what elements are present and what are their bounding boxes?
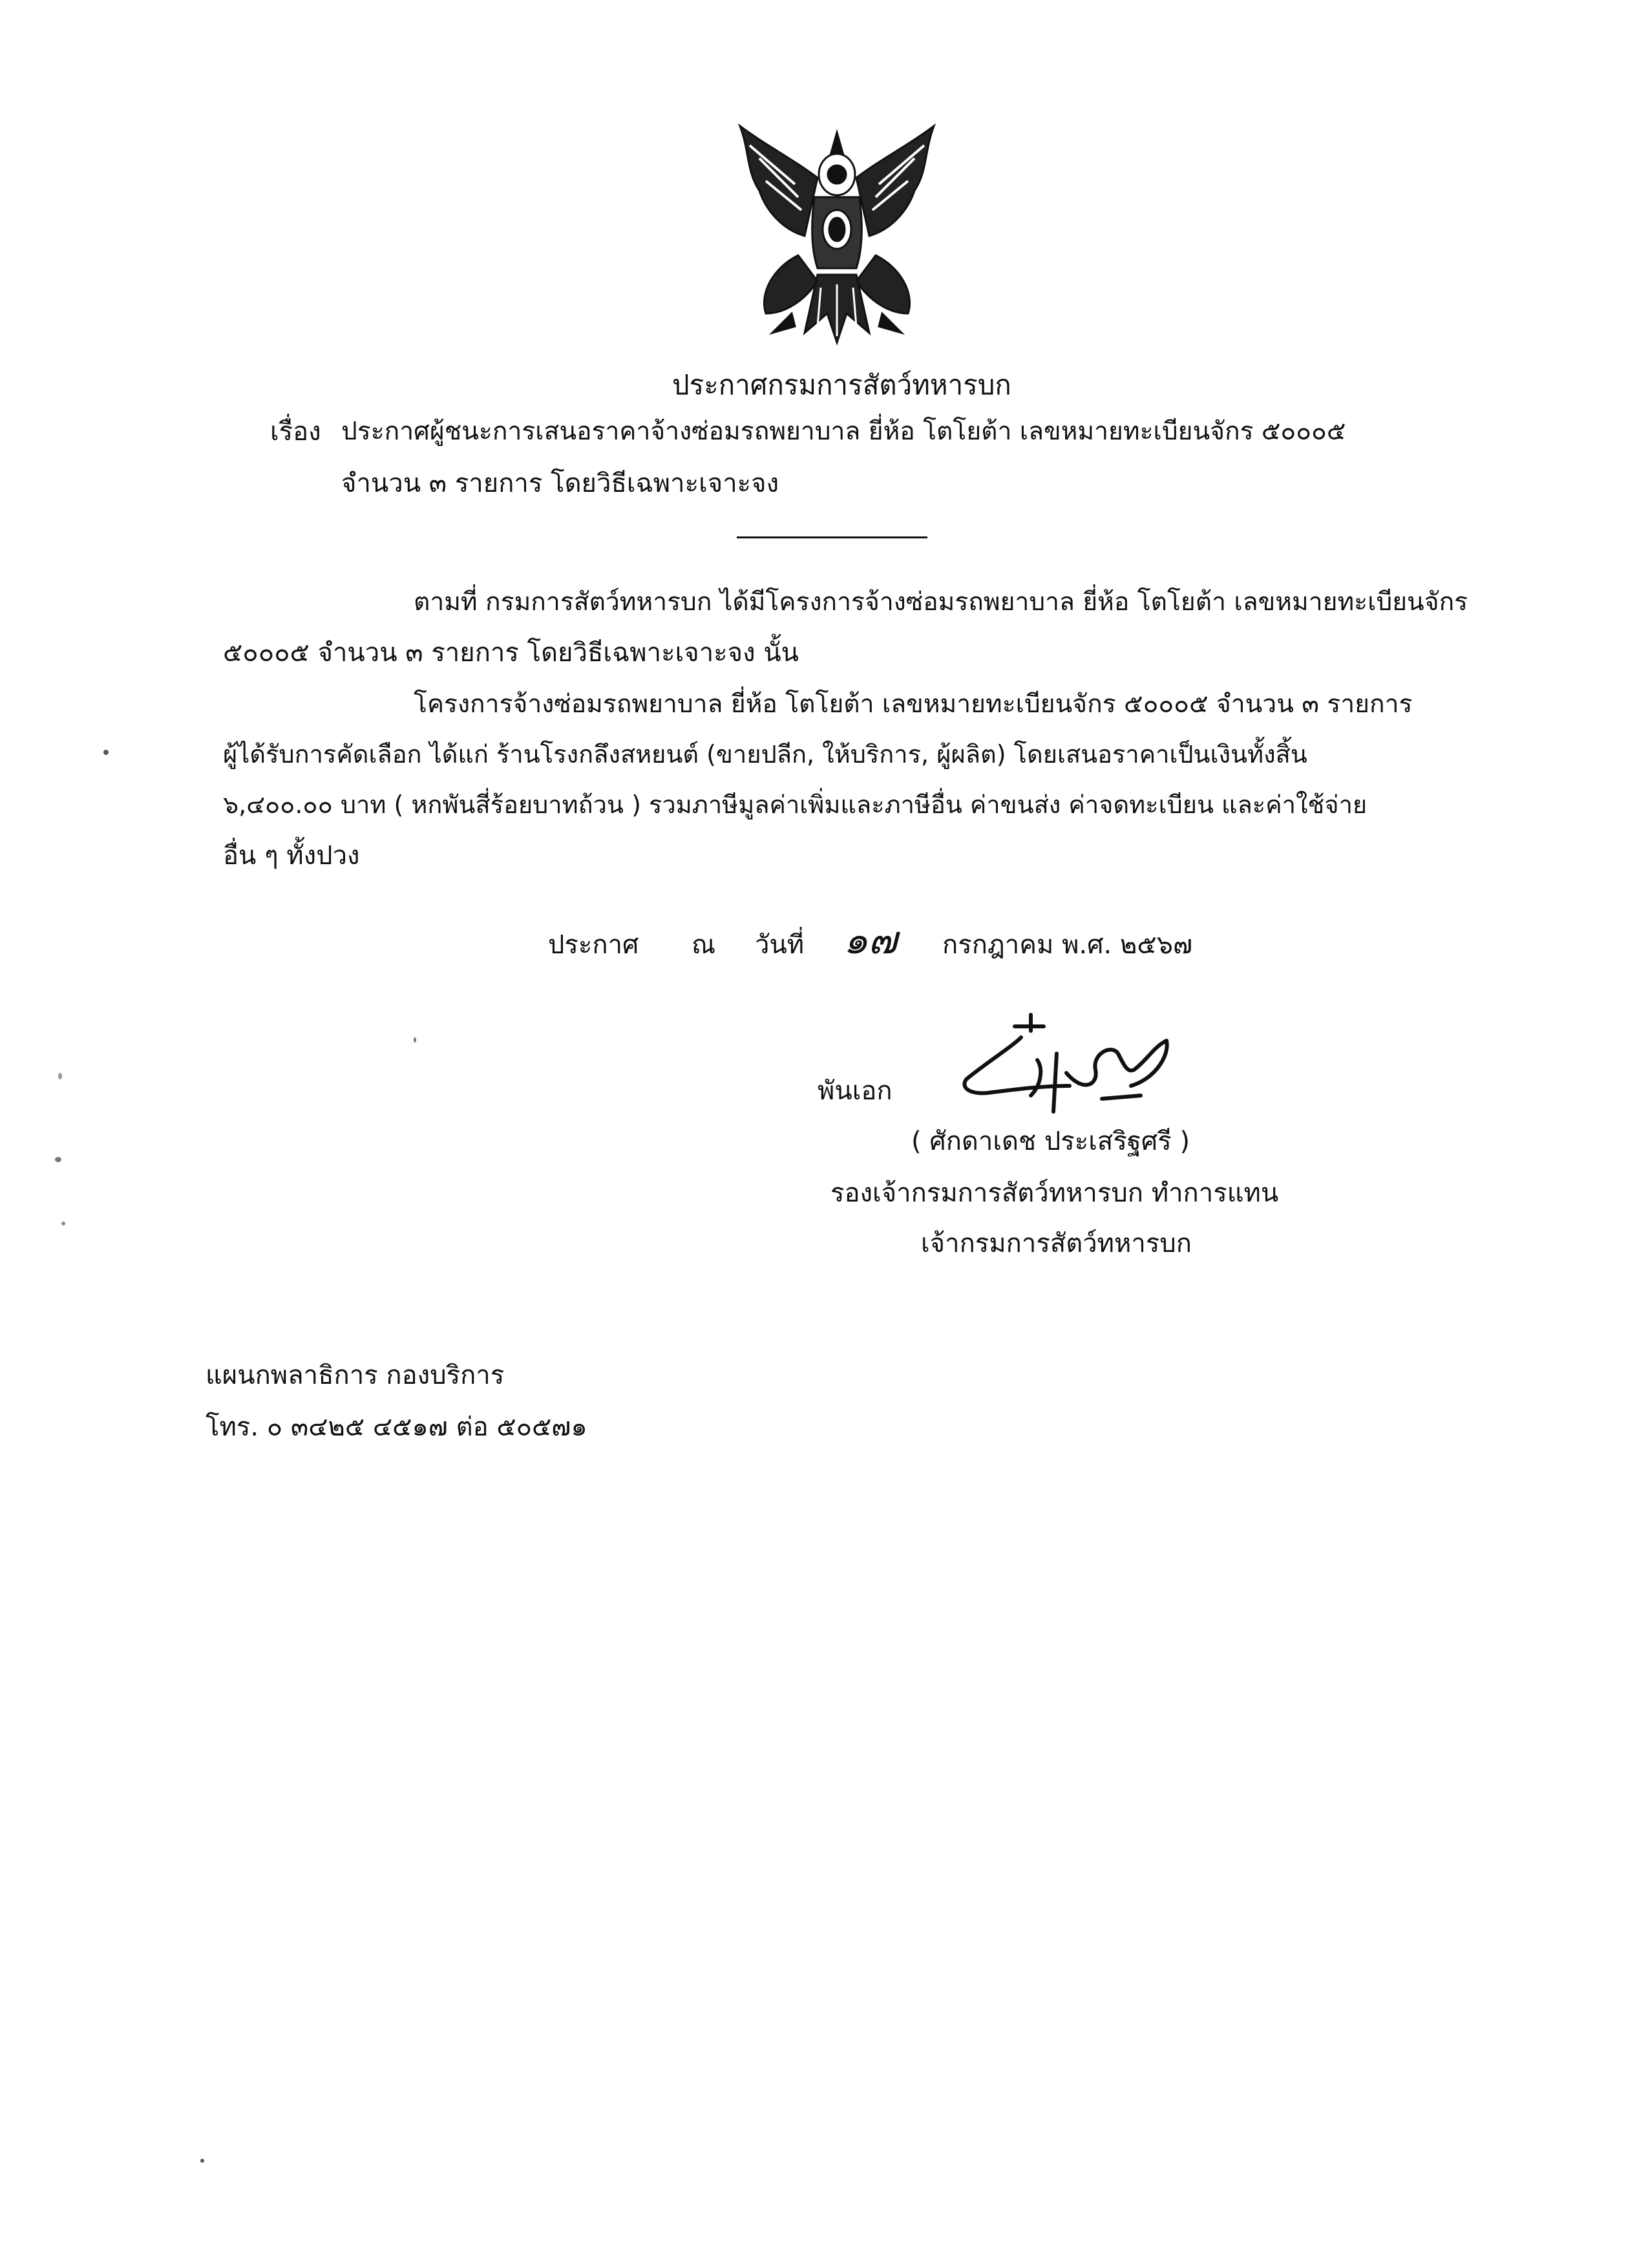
handwritten-day: ๑๗	[843, 918, 898, 963]
handwritten-signature	[947, 1008, 1186, 1131]
garuda-emblem-icon	[721, 120, 953, 352]
scan-speck	[103, 750, 109, 755]
announce-label: ประกาศ	[548, 930, 639, 960]
subject-line-2: จำนวน ๓ รายการ โดยวิธีเฉพาะเจาะจง	[341, 469, 779, 498]
scan-speck	[200, 2159, 204, 2163]
agency-heading: ประกาศกรมการสัตว์ทหารบก	[672, 369, 1011, 401]
scan-speck	[414, 1037, 416, 1043]
signer-name: ( ศักดาเดช ประเสริฐศรี )	[911, 1127, 1190, 1156]
paragraph-2-line-4: อื่น ๆ ทั้งปวง	[223, 841, 360, 871]
paragraph-2-line-3: ๖,๔๐๐.๐๐ บาท ( หกพันสี่ร้อยบาทถ้วน ) รวมภาษีมูลค่าเพิ่มและภาษีอื่น ค่าขนส่ง ค่าจดทะเบียน และค่าใช้จ่าย	[223, 790, 1368, 819]
scan-speck	[55, 1157, 61, 1162]
scan-speck	[58, 1073, 62, 1079]
at-label: ณ	[692, 930, 716, 960]
contact-office: แผนกพลาธิการ กองบริการ	[206, 1361, 505, 1390]
paragraph-2-line-2: ผู้ได้รับการคัดเลือก ได้แก่ ร้านโรงกลึงสหยนต์ (ขายปลีก, ให้บริการ, ผู้ผลิต) โดยเสนอราคาเป็นเงินทั้งสิ้น	[223, 740, 1307, 768]
contact-phone: โทร. ๐ ๓๔๒๕ ๔๕๑๗ ต่อ ๕๐๕๗๑	[206, 1412, 587, 1442]
subject-label: เรื่อง	[270, 417, 321, 447]
signer-position: รองเจ้ากรมการสัตว์ทหารบก ทำการแทน	[830, 1178, 1279, 1208]
subject-line-1: ประกาศผู้ชนะการเสนอราคาจ้างซ่อมรถพยาบาล ยี่ห้อ โตโยต้า เลขหมายทะเบียนจักร ๕๐๐๐๕	[341, 417, 1346, 446]
scan-speck	[61, 1222, 65, 1225]
paragraph-1-line-1: ตามที่ กรมการสัตว์ทหารบก ได้มีโครงการจ้างซ่อมรถพยาบาล ยี่ห้อ โตโยต้า เลขหมายทะเบียนจักร	[414, 588, 1468, 617]
date-label: วันที่	[755, 930, 805, 960]
paragraph-2-line-1: โครงการจ้างซ่อมรถพยาบาล ยี่ห้อ โตโยต้า เลขหมายทะเบียนจักร ๕๐๐๐๕ จำนวน ๓ รายการ	[414, 690, 1413, 719]
paragraph-1-line-2: ๕๐๐๐๕ จำนวน ๓ รายการ โดยวิธีเฉพาะเจาะจง นั้น	[223, 638, 799, 668]
date-month-year: กรกฎาคม พ.ศ. ๒๕๖๗	[942, 930, 1193, 960]
signer-position-2: เจ้ากรมการสัตว์ทหารบก	[921, 1229, 1192, 1258]
heading-divider	[737, 536, 927, 538]
signer-rank: พันเอก	[818, 1076, 893, 1106]
